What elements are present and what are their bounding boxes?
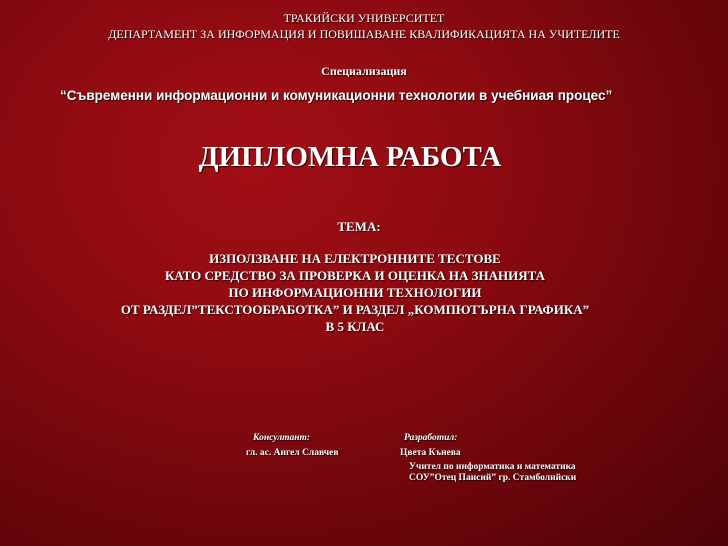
topic-line: ПО ИНФОРМАЦИОННИ ТЕХНОЛОГИИ bbox=[228, 285, 482, 300]
author-name: Цвета Кънева bbox=[400, 448, 461, 458]
topic-line: ОТ РАЗДЕЛ”ТЕКСТООБРАБОТКА” И РАЗДЕЛ „КОМПЮТЪРНА ГРАФИКА” bbox=[120, 302, 590, 317]
topic-line: ИЗПОЛЗВАНЕ НА ЕЛЕКТРОННИТЕ ТЕСТОВЕ bbox=[209, 251, 501, 266]
university-name: ТРАКИЙСКИ УНИВЕРСИТЕТ bbox=[283, 11, 445, 25]
topic-block bbox=[0, 250, 710, 335]
topic-line: КАТО СРЕДСТВО ЗА ПРОВЕРКА И ОЦЕНКА НА ЗНАНИЯТА bbox=[164, 268, 546, 283]
specialization-label: Специализация bbox=[321, 64, 407, 78]
consultant-label: Консултант: bbox=[253, 433, 311, 443]
author-position: Учител по информатика и математика bbox=[409, 462, 576, 472]
specialization-title: “Съвременни информационни и комуникационни технологии в учебниая процес” bbox=[60, 88, 613, 103]
author-label: Разработил: bbox=[404, 433, 458, 443]
thesis-title: ДИПЛОМНА РАБОТА bbox=[198, 141, 502, 173]
consultant-name: гл. ас. Ангел Славчев bbox=[246, 448, 339, 458]
author-school: СОУ”Отец Паисий” гр. Стамболийски bbox=[409, 473, 577, 483]
department-name: ДЕПАРТАМЕНТ ЗА ИНФОРМАЦИЯ И ПОВИШАВАНЕ КВАЛИФИКАЦИЯТА НА УЧИТЕЛИТЕ bbox=[108, 27, 620, 41]
topic-label: ТЕМА: bbox=[337, 219, 381, 234]
topic-line: В 5 КЛАС bbox=[325, 319, 385, 334]
